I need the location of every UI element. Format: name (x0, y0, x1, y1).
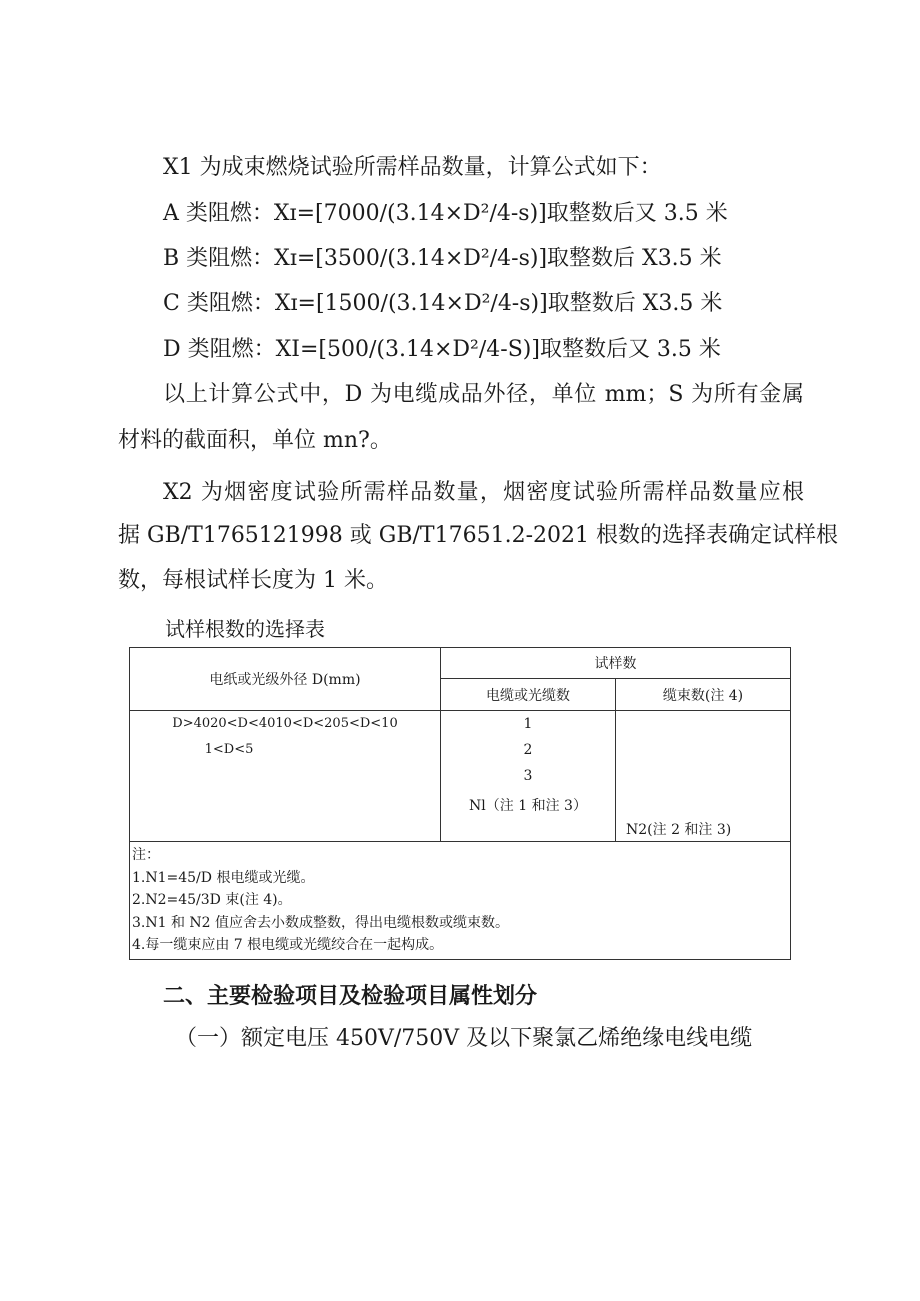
paragraph-x2-line2: 据 GB/T1765121998 或 GB/T17651.2-2021 根数的选择表确定试样根 (118, 523, 838, 548)
note-2: 2.N2=45∕3D 束(注 4)。 (132, 892, 292, 908)
header-samples: 试样数 (441, 648, 791, 679)
cable-count-n1: Nl（注 1 和注 3） (469, 798, 587, 814)
cable-count-2: 2 (523, 742, 533, 758)
note-4: 4.每一缆束应由 7 根电缆或光缆绞合在一起构成。 (132, 937, 444, 953)
table-caption: 试样根数的选择表 (165, 617, 325, 641)
section-heading: 二、主要检验项目及检验项目属性划分 (163, 984, 538, 1009)
header-cable-count: 电缆或光缆数 (441, 679, 616, 711)
formula-a: A 类阻燃：Xɪ=[7000∕(3.14×D²∕4-s)]取整数后又 3.5 米 (163, 201, 728, 226)
cable-counts-cell (441, 711, 616, 842)
cable-count-1: 1 (523, 716, 533, 732)
paragraph-x2-line1: X2 为烟密度试验所需样品数量，烟密度试验所需样品数量应根 (163, 480, 804, 505)
cable-count-3: 3 (523, 768, 533, 784)
paragraph-x1: X1 为成束燃烧试验所需样品数量，计算公式如下： (163, 155, 662, 180)
paragraph-x2-line3: 数，每根试样长度为 1 米。 (118, 568, 388, 593)
notes-cell (130, 842, 791, 960)
diameter-ranges-cell (130, 711, 441, 842)
diameter-ranges-line1: D>4020<D<4010<D<205<D<10 (172, 716, 398, 731)
paragraph-explain-line2: 材料的截面积，单位 mn?。 (118, 428, 392, 453)
formula-c: C 类阻燃：Xɪ=[1500∕(3.14×D²∕4-s)]取整数后 X3.5 米 (163, 291, 723, 316)
bundle-count-n2: N2(注 2 和注 3) (626, 822, 732, 838)
sample-count-table (129, 647, 791, 960)
section-subheading: （一）额定电压 450V/750V 及以下聚氯乙烯绝缘电线电缆 (175, 1026, 753, 1051)
formula-b: B 类阻燃：Xɪ=[3500∕(3.14×D²∕4-s)]取整数后 X3.5 米 (163, 246, 722, 271)
header-diameter: 电纸或光级外径 D(mm) (130, 648, 441, 711)
diameter-ranges-line2: 1<D<5 (204, 742, 254, 757)
paragraph-explain-line1: 以上计算公式中，D 为电缆成品外径，单位 mm；S 为所有金属 (163, 382, 804, 407)
note-1: 1.N1=45∕D 根电缆或光缆。 (132, 869, 315, 886)
header-bundle-count: 缆束数(注 4) (616, 679, 791, 711)
bundle-count-cell (616, 711, 791, 842)
formula-d: D 类阻燃：XI=[500∕(3.14×D²∕4-S)]取整数后又 3.5 米 (163, 337, 721, 362)
note-3: 3.N1 和 N2 值应舍去小数成整数，得出电缆根数或缆束数。 (132, 914, 510, 931)
notes-title: 注： (132, 847, 160, 863)
